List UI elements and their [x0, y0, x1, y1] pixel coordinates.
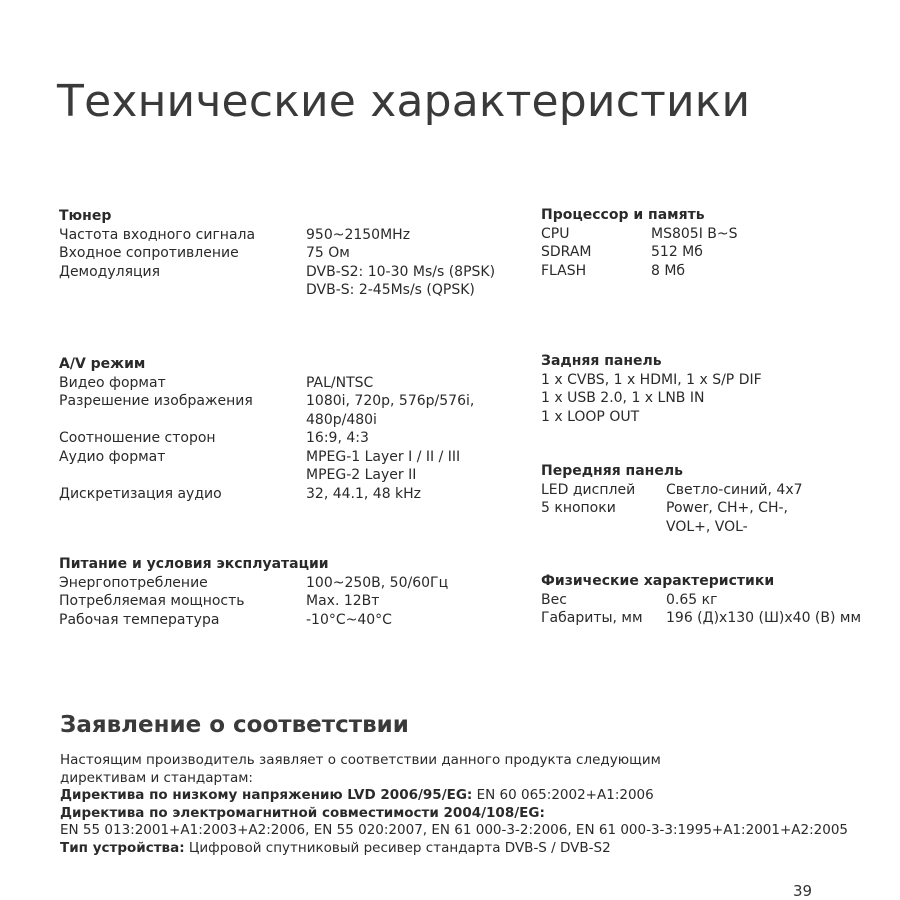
spec-value: PAL/NTSC: [306, 374, 374, 391]
device-type-value: Цифровой спутниковый ресивер стандарта DVB-S / DVB-S2: [184, 839, 611, 856]
spec-row: [59, 485, 519, 504]
spec-label: SDRAM: [541, 244, 592, 260]
spec-value: -10°C~40°C: [306, 611, 392, 628]
spec-label: Габариты, мм: [541, 610, 643, 626]
spec-row: [59, 592, 519, 611]
emc-value: EN 55 013:2001+A1:2003+A2:2006, EN 55 020:2007, EN 61 000-3-2:2006, EN 61 000-3-3:1995+A1:2001+A2:2005: [60, 822, 848, 838]
spec-row: [541, 243, 881, 262]
spec-label: Потребляемая мощность: [59, 593, 245, 609]
spec-row: [59, 466, 519, 485]
spec-label: LED дисплей: [541, 481, 636, 498]
spec-row: [59, 611, 519, 630]
spec-value: 100~250В, 50/60Гц: [306, 574, 449, 591]
spec-label: Частота входного сигнала: [59, 226, 256, 243]
spec-row: [541, 262, 881, 281]
spec-value: Power, CH+, CH-,: [666, 500, 788, 516]
spec-value: 1080i, 720p, 576p/576i,: [306, 393, 475, 409]
spec-row: [59, 392, 519, 411]
section-title: Процессор и память: [541, 207, 705, 223]
device-type-line: [60, 840, 860, 858]
spec-row: [541, 591, 881, 610]
spec-value: 0.65 кг: [666, 591, 718, 608]
spec-row: [541, 518, 881, 537]
power-section: [59, 555, 519, 629]
section-title: Питание и условия эксплуатации: [59, 556, 329, 572]
spec-row: [541, 225, 881, 244]
section-title: Физические характеристики: [541, 573, 775, 589]
spec-row: [59, 374, 519, 393]
spec-line: 1 x USB 2.0, 1 x LNB IN: [541, 390, 705, 406]
spec-value: Светло-синий, 4x7: [666, 481, 803, 498]
spec-row: [59, 448, 519, 467]
spec-label: Входное сопротивление: [59, 245, 239, 261]
spec-label: Разрешение изображения: [59, 393, 253, 409]
section-title: A/V режим: [59, 356, 146, 372]
spec-value: MPEG-1 Layer I / II / III: [306, 448, 461, 465]
spec-value: DVB-S2: 10-30 Ms/s (8PSK): [306, 263, 496, 280]
page-title: Технические характеристики: [57, 76, 751, 127]
spec-line: 1 x LOOP OUT: [541, 408, 640, 425]
spec-label: Дискретизация аудио: [59, 485, 222, 502]
spec-value: 950~2150MHz: [306, 226, 411, 243]
spec-value: 196 (Д)x130 (Ш)x40 (В) мм: [666, 610, 862, 626]
declaration-intro: директивам и стандартам:: [60, 769, 253, 786]
spec-label: CPU: [541, 225, 570, 242]
spec-row: [59, 226, 519, 245]
spec-value: Max. 12Вт: [306, 593, 380, 609]
spec-label: Энергопотребление: [59, 574, 208, 591]
spec-value: 480p/480i: [306, 411, 377, 428]
av-section: [59, 355, 519, 503]
spec-row: [541, 481, 881, 500]
section-title: Задняя панель: [541, 353, 662, 369]
cpu-section: [541, 206, 881, 280]
spec-row: [59, 411, 519, 430]
declaration-body: [60, 752, 860, 857]
spec-label: Рабочая температура: [59, 611, 220, 628]
spec-row: [541, 499, 881, 518]
section-title: Передняя панель: [541, 463, 683, 479]
declaration-intro: Настоящим производитель заявляет о соответствии данного продукта следующим: [60, 752, 661, 768]
emc-label: Директива по электромагнитной совместимости 2004/108/EG:: [60, 804, 545, 821]
lvd-value: EN 60 065:2002+A1:2006: [472, 787, 654, 803]
device-type-label: Тип устройства:: [60, 839, 185, 856]
lvd-label: Директива по низкому напряжению LVD 2006/95/EG:: [60, 787, 473, 803]
lvd-line: [60, 787, 860, 805]
section-title: Тюнер: [59, 208, 112, 224]
emc-line: [60, 805, 860, 823]
spec-label: 5 кнопоки: [541, 500, 616, 516]
spec-row: [59, 281, 519, 300]
spec-label: Демодуляция: [59, 263, 161, 280]
declaration-title: Заявление о соответствии: [60, 712, 409, 738]
spec-label: Видео формат: [59, 374, 166, 391]
rear-panel-section: [541, 352, 881, 426]
spec-row: [59, 429, 519, 448]
spec-row: [59, 263, 519, 282]
spec-row: [59, 244, 519, 263]
spec-value: MPEG-2 Layer II: [306, 467, 417, 483]
spec-line: 1 x CVBS, 1 x HDMI, 1 x S/P DIF: [541, 371, 762, 388]
spec-value: 32, 44.1, 48 kHz: [306, 485, 422, 502]
spec-label: Аудио формат: [59, 448, 166, 465]
spec-label: FLASH: [541, 262, 587, 279]
spec-label: Вес: [541, 591, 567, 608]
spec-row: [541, 609, 881, 628]
tuner-section: [59, 207, 519, 300]
physical-section: [541, 572, 881, 628]
spec-value: MS805I B~S: [651, 225, 738, 242]
spec-value: DVB-S: 2-45Ms/s (QPSK): [306, 282, 475, 298]
spec-value: 512 Мб: [651, 244, 703, 260]
spec-value: 16:9, 4:3: [306, 430, 369, 446]
spec-label: Соотношение сторон: [59, 430, 216, 446]
spec-value: 8 Мб: [651, 262, 686, 279]
spec-value: 75 Ом: [306, 245, 350, 261]
front-panel-section: [541, 462, 881, 536]
page-number: 39: [793, 882, 813, 900]
spec-value: VOL+, VOL-: [666, 518, 748, 535]
spec-row: [59, 574, 519, 593]
